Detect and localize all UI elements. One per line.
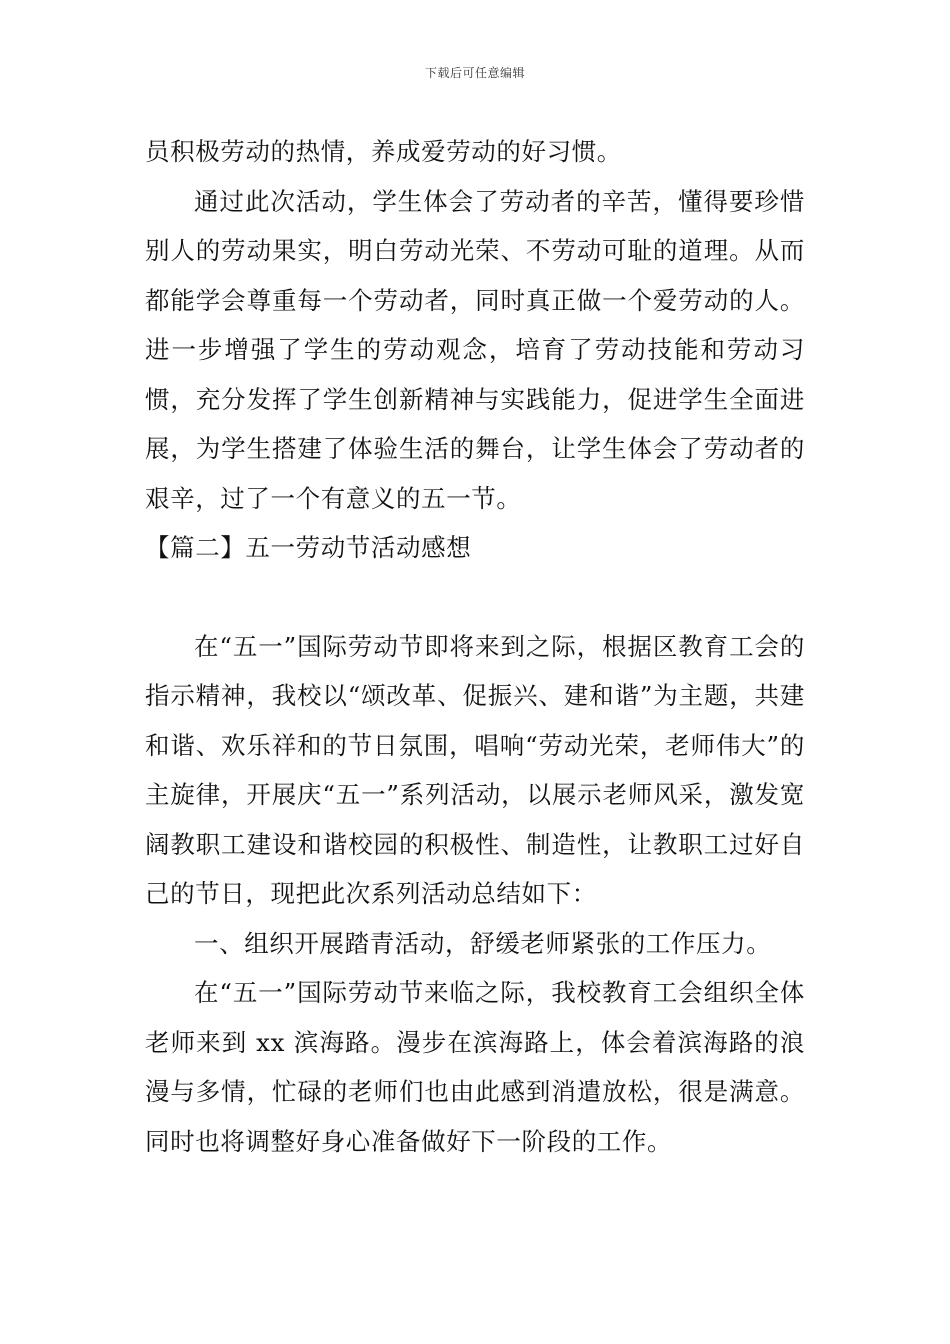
paragraph-heading-one: 一、组织开展踏青活动，舒缓老师紧张的工作压力。 (194, 928, 772, 958)
paragraph-outing: 在“五一”国际劳动节来临之际，我校教育工会组织全体老师来到 xx 滨海路。漫步在滨海路上，体会着滨海路的浪漫与多情，忙碌的老师们也由此感到消遣放松，很是满意。同时也将调整好身心准备做好下一阶段的工作。 (145, 978, 805, 1156)
paragraph-activity-summary: 通过此次活动，学生体会了劳动者的辛苦，懂得要珍惜别人的劳动果实，明白劳动光荣、不劳动可耻的道理。从而都能学会尊重每一个劳动者，同时真正做一个爱劳动的人。进一步增强了学生的劳动观念，培育了劳动技能和劳动习惯，充分发挥了学生创新精神与实践能力，促进学生全面进展，为学生搭建了体验生活的舞台，让学生体会了劳动者的艰辛，过了一个有意义的五一节。 (145, 186, 805, 513)
section-title: 【篇二】五一劳动节活动感想 (145, 533, 472, 562)
page-header: 下载后可任意编辑 (424, 66, 525, 80)
paragraph-intro: 在“五一”国际劳动节即将来到之际，根据区教育工会的指示精神，我校以“颂改革、促振兴、建和谐”为主题，共建和谐、欢乐祥和的节日氛围，唱响“劳动光荣，老师伟大”的主旋律，开展庆“五一”系列活动，以展示老师风采，激发宽阔教职工建设和谐校园的积极性、制造性，让教职工过好自己的节日，现把此次系列活动总结如下： (145, 631, 805, 908)
section-spacer (145, 573, 805, 622)
paragraph-continuation: 员积极劳动的热情，养成爱劳动的好习惯。 (145, 137, 622, 166)
document-body (145, 127, 805, 1166)
